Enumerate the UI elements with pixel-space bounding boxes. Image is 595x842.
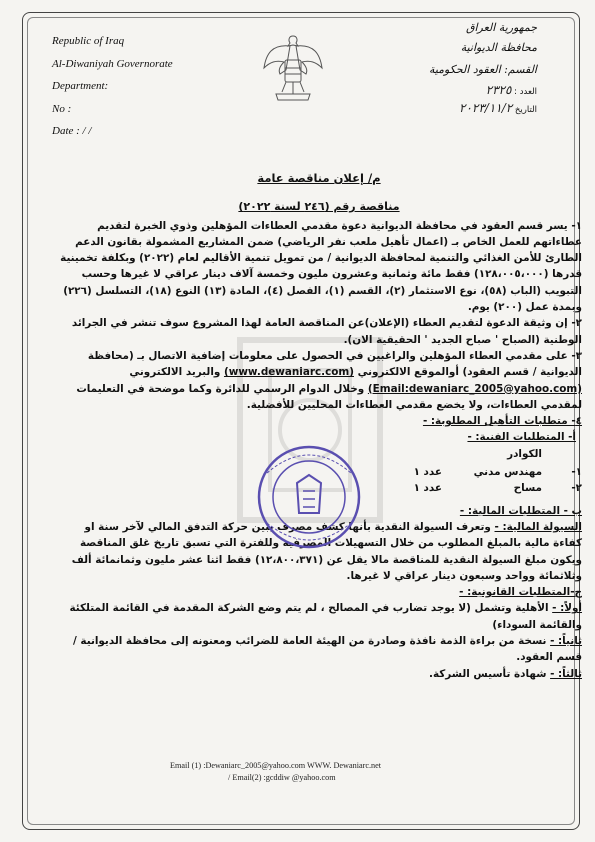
paragraph-3-text-c: وخلال الدوام الرسمي للدائرة وكما موضحة في التعليمات لمقدمي العطاءات، ولا يخضع مقدمي العطاءات المحليين للأفضلية. xyxy=(76,382,582,411)
department-label: Department: xyxy=(52,80,109,92)
staff-num: ١- xyxy=(571,466,582,479)
footer-email-1: Email (1) :Dewaniarc_2005@yahoo.com WWW. Dewaniarc.net xyxy=(170,761,382,770)
official-stamp xyxy=(255,443,363,551)
liquidity-label: السيولة المالية: - xyxy=(494,520,582,533)
issue-date-label: التاريخ xyxy=(514,105,537,115)
number-label: No : xyxy=(52,102,72,115)
legal-item-text: نسخة من براءة الذمة نافذة وصادرة من الهيئة العامة للضرائب ومعنونه إلى محافظة الديوانية / قسم العقود. xyxy=(72,635,582,664)
staff-count: عدد ١ xyxy=(413,466,442,479)
paragraph-3-text-a: ٣- على مقدمي العطاء المؤهلين والراغبين في الحصول على معلومات إضافية الاتصال بـ (محافظة الديوانية / قسم العقود) أوالموقع الالكتروني xyxy=(87,349,582,379)
liquidity-text: وتعرف السيولة النقدية بأنها كشف مصرف يبين حركة التدفق المالي لآخر سنة او كفاءة مالية بالمبلغ المطلوب من خلال التسهيلات المصرفية وللفترة التي تسبق تاريخ غلق المناقصة ويكون مبلغ السيولة النقدية للمناقصة مالا يقل عن (١٢،٨٠٠،٣٧١) فقط اثنا عشر مليون وثمانمائة ألف وثلاثمائة وواحد وسبعون دينار عراقي لا غيرها. xyxy=(71,520,582,582)
paragraph-2: ٢- إن وثيقة الدعوة لتقديم العطاء (الإعلان)عن المناقصة العامة لهذا المشروع سوف تنشر في الجرائد الوطنية (الصباح ' صباح الجديد ' الحقيقية الان). xyxy=(71,317,582,346)
paragraph-1: ١- يسر قسم العقود في محافظة الديوانية دعوة مقدمي العطاءات المؤهلين وذوي الخبرة لتقديم عطاءاتهم للعمل الخاص بـ (اعمال تأهيل ملعب نفر الرياضي) ضمن المشاريع المشمولة بقانون الدعم الطارئ للأمن الغذائي والتنمية لمحافظة الديوانية / من تمويل تنمية الأقاليم لعام (٢٠٢٢) وبكلفة تخمينية قدرها (١٢٨،٠٠٥،٠٠٠) فقط مائة وثمانية وعشرون مليون وخمسة آلاف دينار عراقي لا غيرها وحسب التبويب (الباب (٥٨)، نوع الاستثمار (٢)، القسم (١)، الفصل (٤)، المادة (١٣) النوع (١٨)، التسلسل (٢٢٦) وبمدة عمل (٢٠٠) يوم. xyxy=(60,219,582,314)
paragraph-3-text-b: والبريد الالكتروني xyxy=(129,366,221,379)
staff-count: عدد ١ xyxy=(413,482,442,495)
section-4-heading: ٤- متطلبات التأهيل المطلوبة: - xyxy=(422,415,582,428)
governorate-label: Al-Diwaniyah Governorate xyxy=(52,57,173,70)
republic-arabic: جمهورية العراق xyxy=(465,21,537,34)
header-right xyxy=(362,18,537,116)
legal-item xyxy=(56,633,582,666)
website-link[interactable]: (www.dewaniarc.com) xyxy=(223,366,354,379)
announcement-body xyxy=(56,120,582,682)
email-link[interactable]: (Email:dewaniarc_2005@yahoo.com) xyxy=(367,382,582,395)
republic-label: Republic of Iraq xyxy=(52,35,125,47)
legal-item xyxy=(56,600,582,633)
staff-num: ٢- xyxy=(571,482,582,495)
issue-date-value: ٢٠٢٣/١١/٢ xyxy=(459,101,513,115)
legal-item-text: شهادة تأسيس الشركة. xyxy=(429,667,547,680)
department-arabic: القسم: العقود الحكومية xyxy=(428,63,537,76)
issue-date-row xyxy=(362,102,537,116)
staff-name: مهندس مدني xyxy=(473,466,542,479)
financial-requirements-heading: ب - المتطلبات المالية: - xyxy=(459,504,582,517)
staff-name: مساح xyxy=(513,482,542,495)
cadre-label: الكوادر xyxy=(507,447,542,460)
paragraph-3 xyxy=(56,348,582,413)
issue-number-label: العدد : xyxy=(514,87,537,97)
footer-contacts xyxy=(170,760,490,784)
governorate-arabic: محافظة الديوانية xyxy=(460,41,537,54)
footer-email-2: / Email(2) :gcddiw @yahoo.com xyxy=(228,773,336,782)
issue-number-row xyxy=(362,80,537,102)
announcement-title: م/ إعلان مناقصة عامة xyxy=(257,171,381,185)
legal-item-label: أولاً: - xyxy=(552,602,582,615)
legal-item-label: ثالثاً: - xyxy=(550,667,582,680)
legal-item-text: الأهلية وتشمل (لا يوجد تضارب في المصالح ، لم يتم وضع الشركة المقدمة في القائمة المتلكئة والقائمة السوداء) xyxy=(69,602,582,631)
technical-requirements-heading: أ- المتطلبات الفنية: - xyxy=(467,431,576,444)
iraq-eagle-emblem xyxy=(262,30,324,110)
issue-number-value: ٢٣٢٥ xyxy=(485,83,512,97)
legal-item-label: ثانياً: - xyxy=(550,635,582,648)
legal-requirements-heading: ج-المتطلبات القانونية: - xyxy=(459,586,582,599)
tender-number: مناقصة رقم (٢٤٦ لسنة ٢٠٢٢) xyxy=(238,200,400,214)
date-label: Date : / / xyxy=(52,125,92,137)
legal-item xyxy=(56,666,582,682)
